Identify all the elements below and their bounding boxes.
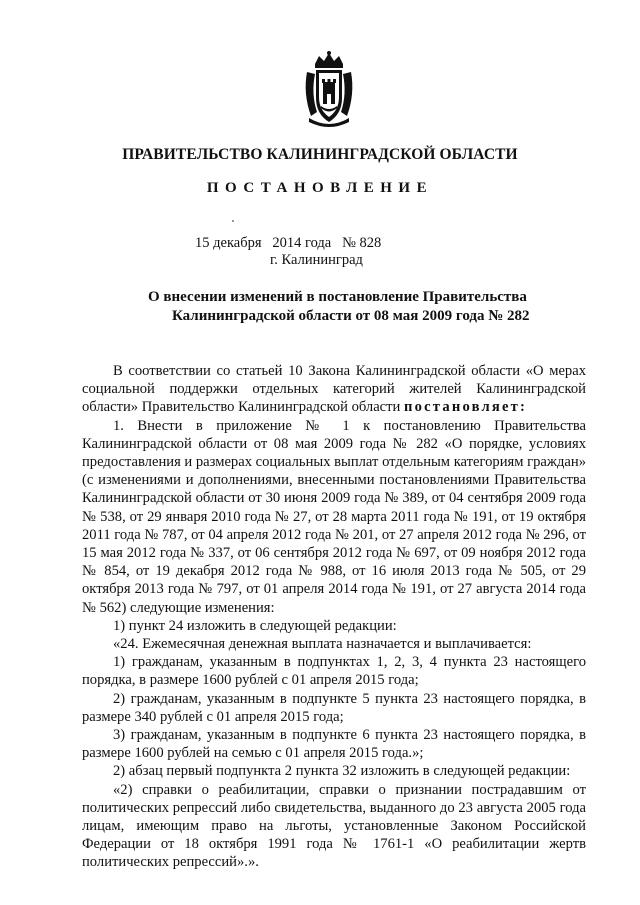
paragraph-subitem-1: 1) пункт 24 изложить в следующей редакции: xyxy=(113,617,397,634)
paragraph-item-1: 1. Внести в приложение № 1 к постановлению Правительства Калининградской области от 08 мая 2009 года № 282 «О порядке, условиях предоставления и размерах социальных выплат отдельным категориям граждан» (с изменениями и дополнениями, внесенными постановлениями Правительства Калининградской области от 30 июня 2009 года № 389, от 04 сентября 2009 года № 538, от 29 января 2010 года № 27, от 28 марта 2011 года № 191, от 19 октября 2011 года № 787, от 04 апреля 2012 года № 201, от 27 апреля 2012 года № 296, от 15 мая 2012 года № 337, от 06 сентября 2012 года № 697, от 09 ноября 2012 года № 854, от 19 декабря 2012 года № 988, от 16 июля 2013 года № 505, от 29 октября 2013 года № 797, от 01 апреля 2014 года № 191, от 27 августа 2014 года № 562) следующие изменения: xyxy=(82,417,586,616)
resolution-keyword: постановляет: xyxy=(404,399,528,416)
paragraph-point-24-1: 1) гражданам, указанным в подпунктах 1, 2, 3, 4 пункта 23 настоящего порядка, в размере 1600 рублей с 01 апреля 2015 года; xyxy=(82,654,586,689)
paragraph-point-24-3: 3) гражданам, указанным в подпункте 6 пункта 23 настоящего порядка, в размере 1600 рублей на семью с 01 апреля 2015 года.»; xyxy=(82,727,586,762)
document-type-title: ПОСТАНОВЛЕНИЕ xyxy=(206,180,434,196)
paragraph-preamble xyxy=(82,362,586,417)
paragraph-subitem-2: 2) абзац первый подпункта 2 пункта 32 изложить в следующей редакции: xyxy=(113,763,571,780)
preamble-text: В соответствии со статьей 10 Закона Калининградской области «О мерах социальной поддержки отдельных категорий жителей Калининградской области» Правительство Калининградской области xyxy=(82,363,586,416)
paragraph-point-32-2: «2) справки о реабилитации, справки о признании пострадавшим от политических репрессий либо свидетельства, выданного до 23 августа 2005 года лицам, имеющим право на льготы, установленные Законом Российской Федерации от 18 октября 1991 года № 1761-1 «О реабилитации жертв политических репрессий».». xyxy=(82,781,586,871)
subject-line-1: О внесении изменений в постановление Правительства xyxy=(148,289,527,305)
stray-dot xyxy=(232,220,234,222)
government-title: ПРАВИТЕЛЬСТВО КАЛИНИНГРАДСКОЙ ОБЛАСТИ xyxy=(122,146,518,163)
coat-of-arms-emblem xyxy=(301,50,357,128)
paragraph-point-24: «24. Ежемесячная денежная выплата назначается и выплачивается: xyxy=(113,636,532,653)
paragraph-point-24-2: 2) гражданам, указанным в подпункте 5 пункта 23 настоящего порядка, в размере 340 рублей с 01 апреля 2015 года; xyxy=(82,690,586,725)
document-city: г. Калининград xyxy=(270,252,363,268)
subject-line-2: Калининградской области от 08 мая 2009 года № 282 xyxy=(172,308,530,324)
document-date-number: 15 декабря 2014 года № 828 xyxy=(195,235,382,251)
document-body xyxy=(82,362,586,872)
document-subject xyxy=(0,288,640,326)
